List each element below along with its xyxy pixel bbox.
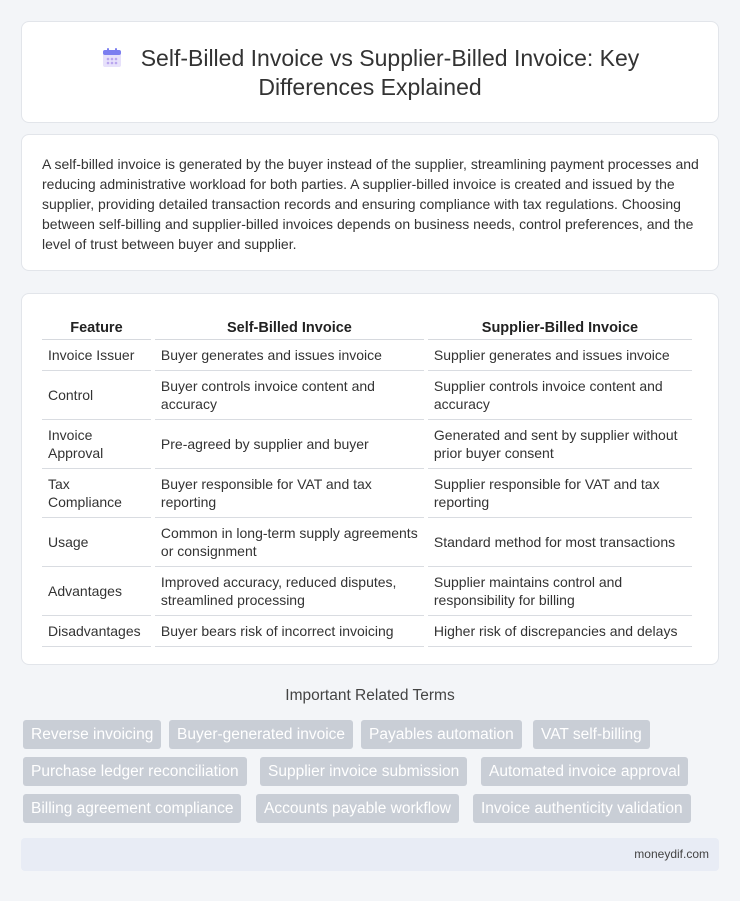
header-self-billed: Self-Billed Invoice	[155, 316, 424, 340]
header-feature: Feature	[42, 316, 151, 340]
cell-feature: Invoice Issuer	[42, 340, 151, 371]
cell-supplier-billed: Standard method for most transactions	[428, 518, 692, 567]
table-row	[42, 371, 692, 420]
tag-invoice-authenticity-validation[interactable]: Invoice authenticity validation	[473, 794, 691, 823]
table-row	[42, 340, 692, 371]
title-line-2: Differences Explained	[258, 74, 482, 100]
intro-paragraph: A self-billed invoice is generated by the buyer instead of the supplier, streamlining payment processes and reducing administrative workload for both parties. A supplier-billed invoice is created and issued by the supplier, providing detailed transaction records and ensuring compliance with tax regulations. Choosing between self-billing and supplier-billed invoices depends on business needs, control preferences, and the level of trust between buyer and supplier.	[42, 156, 699, 252]
cell-self-billed: Buyer bears risk of incorrect invoicing	[155, 616, 424, 647]
table-row	[42, 469, 692, 518]
page-title	[22, 44, 718, 102]
cell-self-billed: Buyer controls invoice content and accuracy	[155, 371, 424, 420]
tag-billing-agreement-compliance[interactable]: Billing agreement compliance	[23, 794, 241, 823]
cell-supplier-billed: Generated and sent by supplier without prior buyer consent	[428, 420, 692, 469]
cell-supplier-billed: Supplier generates and issues invoice	[428, 340, 692, 371]
cell-supplier-billed: Supplier maintains control and responsibility for billing	[428, 567, 692, 616]
calendar-icon	[101, 47, 123, 69]
footer	[21, 838, 719, 871]
title-line-1: Self-Billed Invoice vs Supplier-Billed Invoice: Key	[140, 45, 640, 71]
footer-site-link[interactable]: moneydif.com	[634, 847, 709, 861]
title-card	[21, 21, 719, 123]
tag-purchase-ledger-reconciliation[interactable]: Purchase ledger reconciliation	[23, 757, 247, 786]
comparison-card	[21, 293, 719, 665]
cell-supplier-billed: Supplier responsible for VAT and tax reporting	[428, 469, 692, 518]
tag-accounts-payable-workflow[interactable]: Accounts payable workflow	[256, 794, 459, 823]
cell-feature: Advantages	[42, 567, 151, 616]
table-row	[42, 567, 692, 616]
tag-vat-self-billing[interactable]: VAT self-billing	[533, 720, 650, 749]
tag-supplier-invoice-submission[interactable]: Supplier invoice submission	[260, 757, 467, 786]
cell-supplier-billed: Higher risk of discrepancies and delays	[428, 616, 692, 647]
tag-reverse-invoicing[interactable]: Reverse invoicing	[23, 720, 161, 749]
cell-supplier-billed: Supplier controls invoice content and accuracy	[428, 371, 692, 420]
table-row	[42, 518, 692, 567]
cell-feature: Invoice Approval	[42, 420, 151, 469]
cell-self-billed: Improved accuracy, reduced disputes, streamlined processing	[155, 567, 424, 616]
cell-self-billed: Buyer generates and issues invoice	[155, 340, 424, 371]
intro-card	[21, 134, 719, 271]
cell-self-billed: Buyer responsible for VAT and tax reporting	[155, 469, 424, 518]
table-row	[42, 420, 692, 469]
cell-feature: Tax Compliance	[42, 469, 151, 518]
related-terms-title: Important Related Terms	[285, 687, 455, 704]
tag-payables-automation[interactable]: Payables automation	[361, 720, 522, 749]
cell-self-billed: Pre-agreed by supplier and buyer	[155, 420, 424, 469]
tag-automated-invoice-approval[interactable]: Automated invoice approval	[481, 757, 688, 786]
header-supplier-billed: Supplier-Billed Invoice	[428, 316, 692, 340]
cell-self-billed: Common in long-term supply agreements or consignment	[155, 518, 424, 567]
table-row	[42, 616, 692, 647]
tag-buyer-generated-invoice[interactable]: Buyer-generated invoice	[169, 720, 353, 749]
cell-feature: Control	[42, 371, 151, 420]
cell-feature: Usage	[42, 518, 151, 567]
cell-feature: Disadvantages	[42, 616, 151, 647]
comparison-table	[38, 316, 696, 647]
table-header-row	[42, 316, 692, 340]
